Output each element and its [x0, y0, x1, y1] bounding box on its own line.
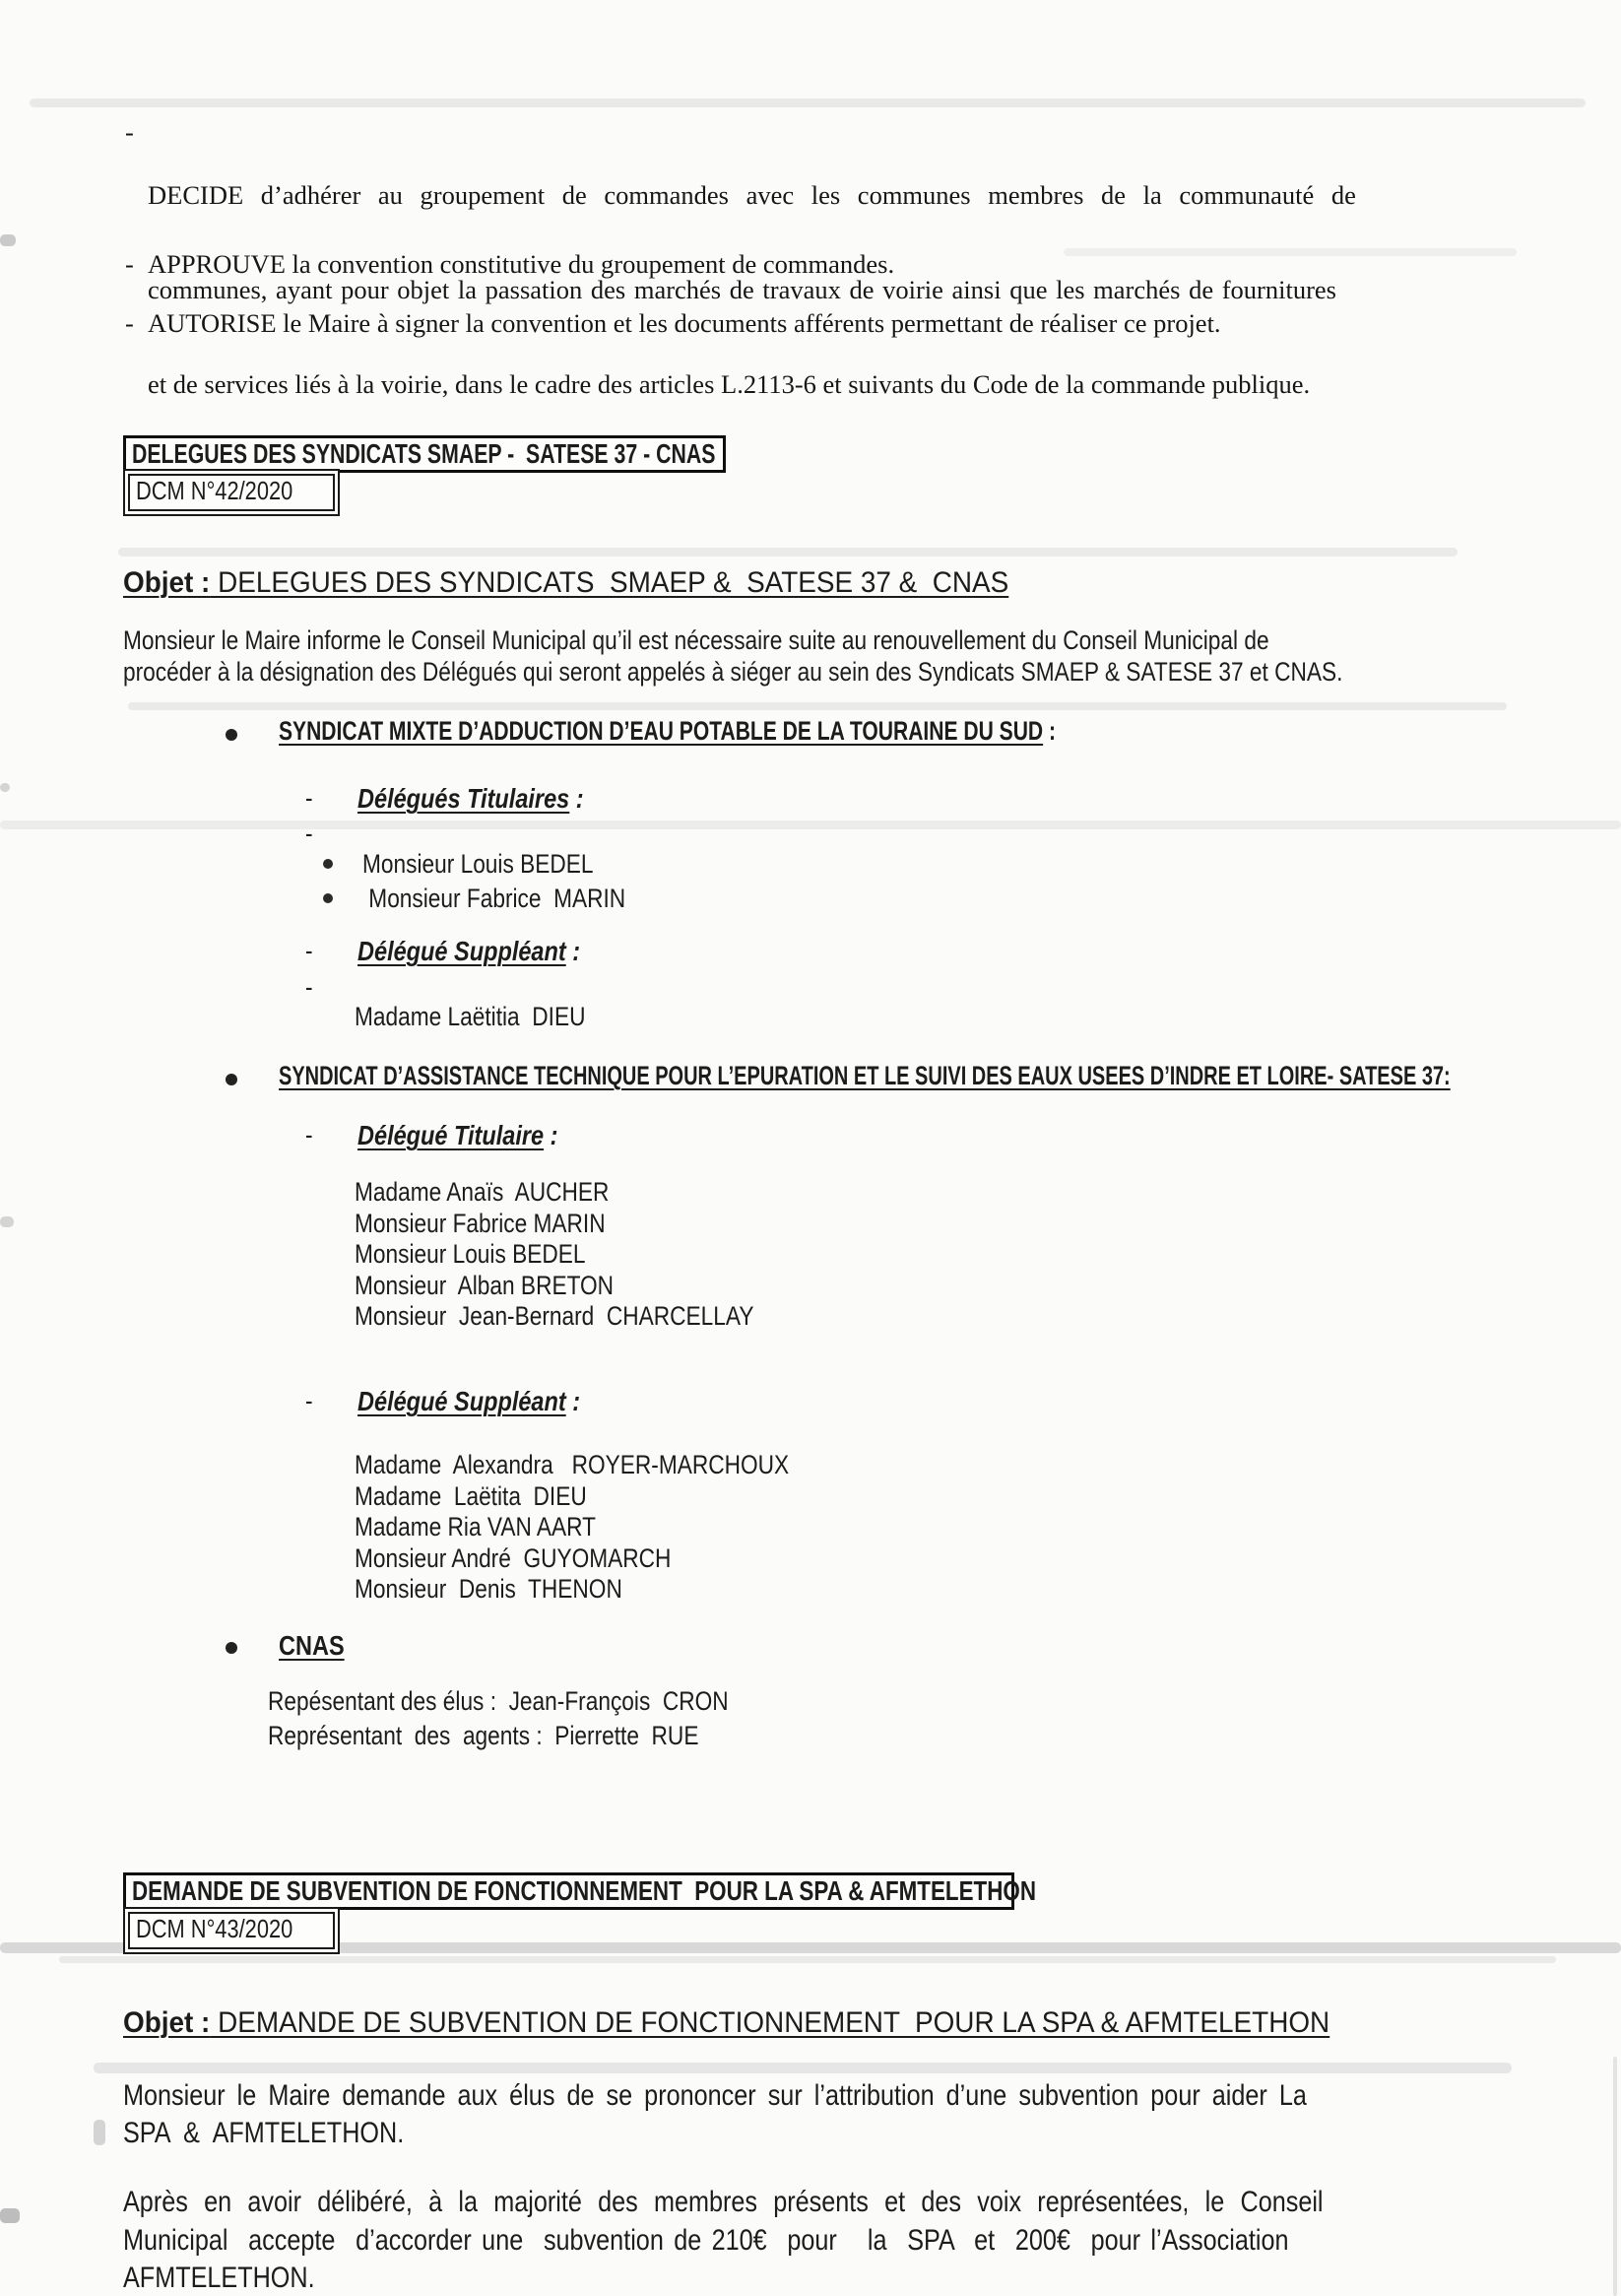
delegates-list-satese-titulaires: [355, 1177, 830, 1333]
objet-line-delegues: [123, 567, 1075, 599]
scan-artifact: [128, 702, 1507, 710]
scan-artifact: [0, 783, 10, 792]
dash-marker: -: [305, 1386, 313, 1415]
delegate-name: Monsieur Louis BEDEL: [362, 849, 594, 879]
delegate-name: Monsieur Jean-Bernard CHARCELLAY: [355, 1301, 754, 1331]
resolution-line: et de services liés à la voirie, dans le cadre des articles L.2113-6 et suivants du Code de la commande publique.: [148, 369, 1311, 399]
resolution-marker: -: [125, 308, 134, 338]
paragraph-line: AFMTELETHON.: [123, 2262, 315, 2294]
bullet-icon: [226, 1642, 237, 1654]
cnas-rep-line: Représentant des agents : Pierrette RUE: [268, 1721, 699, 1750]
resolution-marker: -: [125, 249, 134, 279]
objet-text: DEMANDE DE SUBVENTION DE FONCTIONNEMENT POUR LA SPA & AFMTELETHON: [210, 2006, 1330, 2039]
scan-artifact: [94, 2120, 105, 2145]
scan-artifact: [0, 820, 1621, 829]
resolution-item-approuve: APPROUVE la convention constitutive du groupement de commandes.: [148, 249, 895, 279]
scan-artifact: [118, 548, 1458, 557]
dash-marker: -: [305, 936, 313, 965]
delegate-name: Madame Anaïs AUCHER: [355, 1177, 610, 1207]
intro-line: Monsieur le Maire informe le Conseil Municipal qu’il est nécessaire suite au renouvellement du Conseil Municipal de: [123, 625, 1269, 655]
titulaire-label: Délégué Titulaire :: [357, 1120, 558, 1150]
section-title-box-delegues: [123, 435, 726, 473]
section-title-box-subvention: [123, 1872, 1036, 1910]
intro-paragraph: [123, 625, 1575, 689]
delegate-name: Madame Alexandra ROYER-MARCHOUX: [355, 1450, 790, 1479]
cnas-heading: CNAS: [279, 1630, 345, 1661]
cnas-representatives: [268, 1686, 816, 1755]
titulaires-label: Délégués Titulaires :: [357, 783, 584, 814]
scan-artifact: [1613, 2057, 1617, 2296]
objet-line-subvention: [123, 2007, 1420, 2039]
delegate-name: Monsieur Fabrice MARIN: [355, 1208, 606, 1238]
paragraph-deliberation: [123, 2187, 1552, 2294]
scan-artifact: [30, 98, 1586, 107]
objet-text: DELEGUES DES SYNDICATS SMAEP & SATESE 37 & CNAS: [210, 566, 1009, 599]
paragraph-spa-request: [123, 2080, 1532, 2149]
dash-marker: -: [305, 819, 313, 848]
scan-artifact: [0, 2208, 20, 2223]
paragraph-line: Après en avoir délibéré, à la majorité des membres présents et des voix représentées, le Conseil: [123, 2186, 1324, 2218]
delegate-name: Monsieur Fabrice MARIN: [362, 884, 626, 913]
suppleant-label: Délégué Suppléant :: [357, 1386, 581, 1416]
resolution-item-autorise: AUTORISE le Maire à signer la convention et les documents afférents permettant de réaliser ce projet.: [148, 308, 1221, 338]
scan-artifact: [0, 1216, 14, 1227]
paragraph-line: SPA & AFMTELETHON.: [123, 2117, 405, 2149]
delegate-name: Madame Laëtitia DIEU: [355, 1002, 586, 1031]
delegate-name: Monsieur André GUYOMARCH: [355, 1542, 672, 1573]
bullet-icon: [226, 1074, 237, 1085]
section-title: DELEGUES DES SYNDICATS SMAEP - SATESE 37 - CNAS: [132, 438, 716, 470]
dcm-number: DCM N°42/2020: [136, 476, 293, 505]
resolution-item-decide: [148, 116, 1356, 463]
dcm-number-box: [123, 1907, 340, 1954]
delegate-name: Monsieur Alban BRETON: [355, 1270, 615, 1300]
bullet-icon: [323, 893, 333, 903]
syndicat-heading-smaep: SYNDICAT MIXTE D’ADDUCTION D’EAU POTABLE DE LA TOURAINE DU SUD :: [279, 716, 1056, 746]
cnas-rep-line: Repésentant des élus : Jean-François CRON: [268, 1686, 729, 1716]
dash-marker: -: [305, 972, 313, 1002]
objet-label: Objet :: [123, 566, 211, 599]
intro-line: procéder à la désignation des Délégués qui seront appelés à siéger au sein des Syndicats SMAEP & SATESE 37 et CNAS.: [123, 657, 1343, 687]
dcm-number: DCM N°43/2020: [136, 1914, 293, 1943]
delegate-name: Monsieur Louis BEDEL: [355, 1239, 586, 1269]
dash-marker: -: [305, 783, 313, 813]
delegates-list-smaep-titulaires: [362, 849, 676, 918]
delegate-name: Monsieur Denis THENON: [355, 1574, 622, 1604]
resolution-marker: -: [125, 117, 134, 147]
scan-artifact: [94, 2063, 1512, 2073]
resolution-line: DECIDE d’adhérer au groupement de commandes avec les communes membres de la communauté de: [148, 180, 1356, 210]
paragraph-line: Municipal accepte d’accorder une subvention de 210€ pour la SPA et 200€ pour l’Association: [123, 2223, 1289, 2257]
section-title: DEMANDE DE SUBVENTION DE FONCTIONNEMENT POUR LA SPA & AFMTELETHON: [132, 1875, 1036, 1907]
resolution-line: communes, ayant pour objet la passation des marchés de travaux de voirie ainsi que les marchés de fournitures: [148, 275, 1336, 304]
bullet-icon: [226, 729, 237, 741]
delegate-name: Madame Laëtita DIEU: [355, 1480, 587, 1511]
scan-artifact: [0, 234, 16, 246]
objet-label: Objet :: [123, 2006, 211, 2039]
scan-artifact: [59, 1956, 1556, 1963]
bullet-icon: [323, 859, 333, 869]
delegates-list-satese-suppleants: [355, 1450, 872, 1606]
delegate-name: Madame Ria VAN AART: [355, 1512, 596, 1542]
paragraph-line: Monsieur le Maire demande aux élus de se prononcer sur l’attribution d’une subvention pour aider La: [123, 2079, 1307, 2112]
dash-marker: -: [305, 1120, 313, 1149]
suppleant-label: Délégué Suppléant :: [357, 936, 581, 966]
dcm-number-box: [123, 469, 340, 516]
syndicat-heading-satese: SYNDICAT D’ASSISTANCE TECHNIQUE POUR L’EPURATION ET LE SUIVI DES EAUX USEES D’INDRE ET LOIRE- SATESE 37:: [279, 1061, 1451, 1090]
